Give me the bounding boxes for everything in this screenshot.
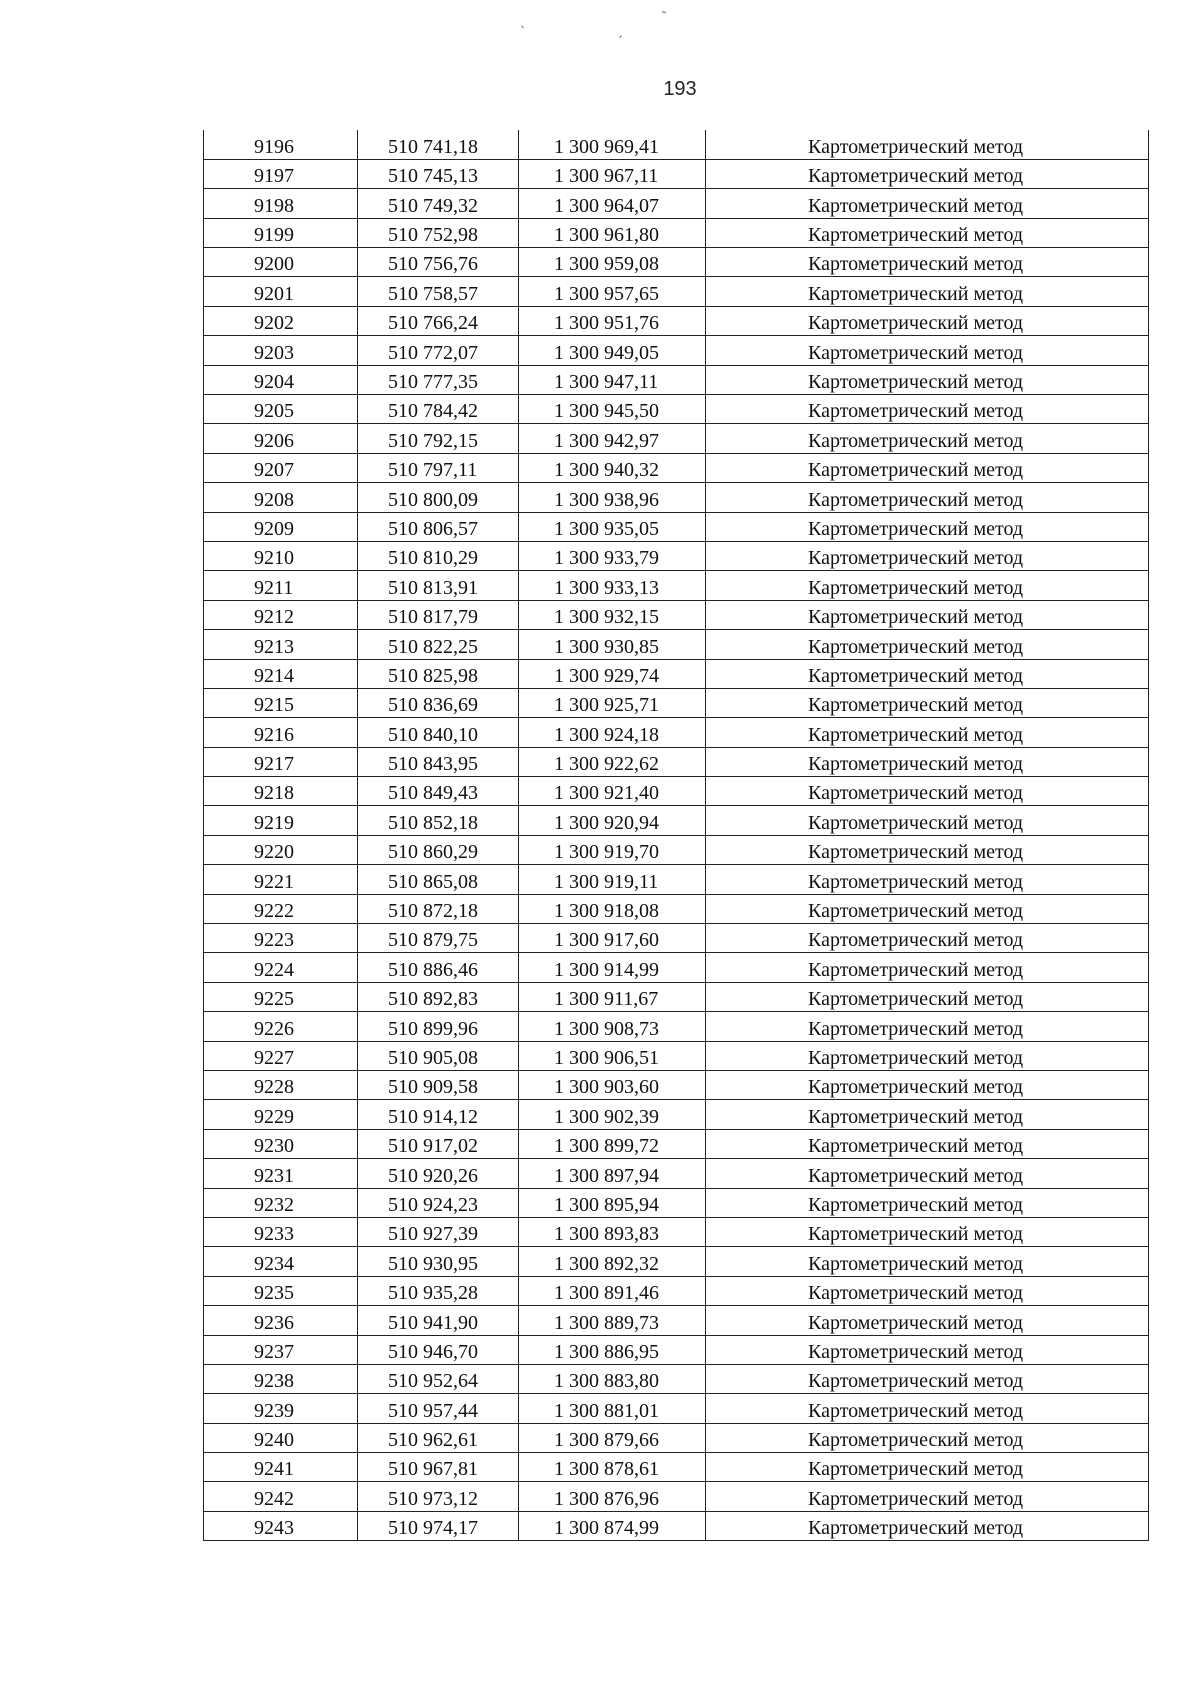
table-row	[204, 1071, 1149, 1100]
y-coordinate-cell: 1 300 892,32	[519, 1247, 706, 1276]
x-coordinate-cell: 510 825,98	[358, 659, 519, 688]
table-row	[204, 1306, 1149, 1335]
point-number-cell: 9215	[204, 688, 358, 717]
method-cell: Картометрический метод	[706, 835, 1149, 864]
point-number-cell: 9209	[204, 512, 358, 541]
x-coordinate-cell: 510 852,18	[358, 806, 519, 835]
table-row	[204, 1453, 1149, 1482]
x-coordinate-cell: 510 973,12	[358, 1482, 519, 1511]
y-coordinate-cell: 1 300 903,60	[519, 1071, 706, 1100]
table-row	[204, 630, 1149, 659]
y-coordinate-cell: 1 300 889,73	[519, 1306, 706, 1335]
x-coordinate-cell: 510 840,10	[358, 718, 519, 747]
y-coordinate-cell: 1 300 930,85	[519, 630, 706, 659]
table-row	[204, 453, 1149, 482]
point-number-cell: 9219	[204, 806, 358, 835]
point-number-cell: 9237	[204, 1335, 358, 1364]
point-number-cell: 9200	[204, 248, 358, 277]
point-number-cell: 9224	[204, 953, 358, 982]
x-coordinate-cell: 510 946,70	[358, 1335, 519, 1364]
y-coordinate-cell: 1 300 920,94	[519, 806, 706, 835]
y-coordinate-cell: 1 300 895,94	[519, 1188, 706, 1217]
table-row	[204, 277, 1149, 306]
table-row	[204, 865, 1149, 894]
x-coordinate-cell: 510 813,91	[358, 571, 519, 600]
x-coordinate-cell: 510 752,98	[358, 218, 519, 247]
table-row	[204, 1012, 1149, 1041]
table-row	[204, 924, 1149, 953]
method-cell: Картометрический метод	[706, 336, 1149, 365]
table-row	[204, 483, 1149, 512]
point-number-cell: 9216	[204, 718, 358, 747]
x-coordinate-cell: 510 872,18	[358, 894, 519, 923]
y-coordinate-cell: 1 300 964,07	[519, 189, 706, 218]
x-coordinate-cell: 510 777,35	[358, 365, 519, 394]
point-number-cell: 9213	[204, 630, 358, 659]
y-coordinate-cell: 1 300 918,08	[519, 894, 706, 923]
point-number-cell: 9243	[204, 1511, 358, 1540]
point-number-cell: 9212	[204, 600, 358, 629]
point-number-cell: 9206	[204, 424, 358, 453]
table-row	[204, 806, 1149, 835]
point-number-cell: 9205	[204, 395, 358, 424]
method-cell: Картометрический метод	[706, 483, 1149, 512]
table-row	[204, 541, 1149, 570]
table-row	[204, 1335, 1149, 1364]
table-row	[204, 835, 1149, 864]
x-coordinate-cell: 510 935,28	[358, 1276, 519, 1305]
y-coordinate-cell: 1 300 874,99	[519, 1511, 706, 1540]
x-coordinate-cell: 510 800,09	[358, 483, 519, 512]
method-cell: Картометрический метод	[706, 1012, 1149, 1041]
method-cell: Картометрический метод	[706, 277, 1149, 306]
x-coordinate-cell: 510 766,24	[358, 306, 519, 335]
method-cell: Картометрический метод	[706, 806, 1149, 835]
scan-speck: ˎ	[520, 14, 526, 28]
method-cell: Картометрический метод	[706, 1100, 1149, 1129]
x-coordinate-cell: 510 797,11	[358, 453, 519, 482]
method-cell: Картометрический метод	[706, 1129, 1149, 1158]
y-coordinate-cell: 1 300 876,96	[519, 1482, 706, 1511]
method-cell: Картометрический метод	[706, 600, 1149, 629]
x-coordinate-cell: 510 741,18	[358, 130, 519, 159]
y-coordinate-cell: 1 300 919,70	[519, 835, 706, 864]
y-coordinate-cell: 1 300 902,39	[519, 1100, 706, 1129]
y-coordinate-cell: 1 300 906,51	[519, 1041, 706, 1070]
table-row	[204, 953, 1149, 982]
table-row	[204, 1247, 1149, 1276]
x-coordinate-cell: 510 745,13	[358, 159, 519, 188]
table-body	[204, 130, 1149, 1541]
y-coordinate-cell: 1 300 961,80	[519, 218, 706, 247]
point-number-cell: 9238	[204, 1364, 358, 1393]
y-coordinate-cell: 1 300 922,62	[519, 747, 706, 776]
point-number-cell: 9226	[204, 1012, 358, 1041]
point-number-cell: 9208	[204, 483, 358, 512]
point-number-cell: 9201	[204, 277, 358, 306]
table-row	[204, 1041, 1149, 1070]
x-coordinate-cell: 510 836,69	[358, 688, 519, 717]
y-coordinate-cell: 1 300 908,73	[519, 1012, 706, 1041]
x-coordinate-cell: 510 905,08	[358, 1041, 519, 1070]
x-coordinate-cell: 510 756,76	[358, 248, 519, 277]
x-coordinate-cell: 510 924,23	[358, 1188, 519, 1217]
method-cell: Картометрический метод	[706, 953, 1149, 982]
y-coordinate-cell: 1 300 967,11	[519, 159, 706, 188]
y-coordinate-cell: 1 300 883,80	[519, 1364, 706, 1393]
table-row	[204, 336, 1149, 365]
x-coordinate-cell: 510 758,57	[358, 277, 519, 306]
scan-speck: ˜	[661, 10, 667, 24]
method-cell: Картометрический метод	[706, 571, 1149, 600]
point-number-cell: 9204	[204, 365, 358, 394]
method-cell: Картометрический метод	[706, 512, 1149, 541]
table-row	[204, 894, 1149, 923]
point-number-cell: 9202	[204, 306, 358, 335]
point-number-cell: 9228	[204, 1071, 358, 1100]
point-number-cell: 9235	[204, 1276, 358, 1305]
table-row	[204, 600, 1149, 629]
table-row	[204, 1482, 1149, 1511]
method-cell: Картометрический метод	[706, 1335, 1149, 1364]
point-number-cell: 9229	[204, 1100, 358, 1129]
method-cell: Картометрический метод	[706, 1482, 1149, 1511]
y-coordinate-cell: 1 300 959,08	[519, 248, 706, 277]
table-row	[204, 306, 1149, 335]
point-number-cell: 9239	[204, 1394, 358, 1423]
y-coordinate-cell: 1 300 929,74	[519, 659, 706, 688]
y-coordinate-cell: 1 300 897,94	[519, 1159, 706, 1188]
x-coordinate-cell: 510 784,42	[358, 395, 519, 424]
point-number-cell: 9217	[204, 747, 358, 776]
table-row	[204, 659, 1149, 688]
x-coordinate-cell: 510 974,17	[358, 1511, 519, 1540]
table-row	[204, 1276, 1149, 1305]
table-row	[204, 159, 1149, 188]
table-row	[204, 1423, 1149, 1452]
method-cell: Картометрический метод	[706, 630, 1149, 659]
method-cell: Картометрический метод	[706, 1276, 1149, 1305]
y-coordinate-cell: 1 300 933,13	[519, 571, 706, 600]
method-cell: Картометрический метод	[706, 688, 1149, 717]
table-row	[204, 1100, 1149, 1129]
x-coordinate-cell: 510 917,02	[358, 1129, 519, 1158]
table-row	[204, 365, 1149, 394]
table-row	[204, 512, 1149, 541]
point-number-cell: 9197	[204, 159, 358, 188]
table-row	[204, 248, 1149, 277]
method-cell: Картометрический метод	[706, 248, 1149, 277]
method-cell: Картометрический метод	[706, 1364, 1149, 1393]
point-number-cell: 9222	[204, 894, 358, 923]
method-cell: Картометрический метод	[706, 1159, 1149, 1188]
x-coordinate-cell: 510 967,81	[358, 1453, 519, 1482]
point-number-cell: 9232	[204, 1188, 358, 1217]
y-coordinate-cell: 1 300 940,32	[519, 453, 706, 482]
x-coordinate-cell: 510 899,96	[358, 1012, 519, 1041]
x-coordinate-cell: 510 822,25	[358, 630, 519, 659]
table-row	[204, 747, 1149, 776]
coordinates-table	[203, 130, 1149, 1541]
y-coordinate-cell: 1 300 935,05	[519, 512, 706, 541]
point-number-cell: 9210	[204, 541, 358, 570]
method-cell: Картометрический метод	[706, 1511, 1149, 1540]
y-coordinate-cell: 1 300 932,15	[519, 600, 706, 629]
table-row	[204, 218, 1149, 247]
method-cell: Картометрический метод	[706, 1453, 1149, 1482]
x-coordinate-cell: 510 941,90	[358, 1306, 519, 1335]
table-row	[204, 777, 1149, 806]
table-row	[204, 1188, 1149, 1217]
y-coordinate-cell: 1 300 947,11	[519, 365, 706, 394]
method-cell: Картометрический метод	[706, 777, 1149, 806]
x-coordinate-cell: 510 927,39	[358, 1217, 519, 1246]
point-number-cell: 9223	[204, 924, 358, 953]
table-row	[204, 1364, 1149, 1393]
method-cell: Картометрический метод	[706, 306, 1149, 335]
method-cell: Картометрический метод	[706, 424, 1149, 453]
y-coordinate-cell: 1 300 886,95	[519, 1335, 706, 1364]
y-coordinate-cell: 1 300 969,41	[519, 130, 706, 159]
point-number-cell: 9199	[204, 218, 358, 247]
x-coordinate-cell: 510 914,12	[358, 1100, 519, 1129]
y-coordinate-cell: 1 300 919,11	[519, 865, 706, 894]
table-row	[204, 1217, 1149, 1246]
point-number-cell: 9236	[204, 1306, 358, 1335]
x-coordinate-cell: 510 909,58	[358, 1071, 519, 1100]
y-coordinate-cell: 1 300 911,67	[519, 982, 706, 1011]
y-coordinate-cell: 1 300 914,99	[519, 953, 706, 982]
y-coordinate-cell: 1 300 933,79	[519, 541, 706, 570]
x-coordinate-cell: 510 843,95	[358, 747, 519, 776]
y-coordinate-cell: 1 300 879,66	[519, 1423, 706, 1452]
method-cell: Картометрический метод	[706, 747, 1149, 776]
table-row	[204, 395, 1149, 424]
y-coordinate-cell: 1 300 893,83	[519, 1217, 706, 1246]
method-cell: Картометрический метод	[706, 894, 1149, 923]
point-number-cell: 9231	[204, 1159, 358, 1188]
method-cell: Картометрический метод	[706, 865, 1149, 894]
method-cell: Картометрический метод	[706, 218, 1149, 247]
method-cell: Картометрический метод	[706, 1423, 1149, 1452]
method-cell: Картометрический метод	[706, 453, 1149, 482]
point-number-cell: 9240	[204, 1423, 358, 1452]
scan-speck: ˏ	[617, 24, 623, 38]
x-coordinate-cell: 510 957,44	[358, 1394, 519, 1423]
y-coordinate-cell: 1 300 949,05	[519, 336, 706, 365]
method-cell: Картометрический метод	[706, 1217, 1149, 1246]
method-cell: Картометрический метод	[706, 1306, 1149, 1335]
x-coordinate-cell: 510 892,83	[358, 982, 519, 1011]
table-row	[204, 571, 1149, 600]
table-row	[204, 424, 1149, 453]
x-coordinate-cell: 510 810,29	[358, 541, 519, 570]
point-number-cell: 9207	[204, 453, 358, 482]
method-cell: Картометрический метод	[706, 1394, 1149, 1423]
x-coordinate-cell: 510 865,08	[358, 865, 519, 894]
table-row	[204, 1511, 1149, 1540]
method-cell: Картометрический метод	[706, 982, 1149, 1011]
method-cell: Картометрический метод	[706, 1188, 1149, 1217]
point-number-cell: 9214	[204, 659, 358, 688]
table-row	[204, 1394, 1149, 1423]
x-coordinate-cell: 510 849,43	[358, 777, 519, 806]
point-number-cell: 9211	[204, 571, 358, 600]
x-coordinate-cell: 510 962,61	[358, 1423, 519, 1452]
x-coordinate-cell: 510 792,15	[358, 424, 519, 453]
y-coordinate-cell: 1 300 957,65	[519, 277, 706, 306]
x-coordinate-cell: 510 860,29	[358, 835, 519, 864]
y-coordinate-cell: 1 300 938,96	[519, 483, 706, 512]
table-row	[204, 189, 1149, 218]
x-coordinate-cell: 510 749,32	[358, 189, 519, 218]
point-number-cell: 9233	[204, 1217, 358, 1246]
x-coordinate-cell: 510 930,95	[358, 1247, 519, 1276]
point-number-cell: 9203	[204, 336, 358, 365]
x-coordinate-cell: 510 772,07	[358, 336, 519, 365]
x-coordinate-cell: 510 879,75	[358, 924, 519, 953]
page-number: 193	[663, 78, 697, 100]
point-number-cell: 9234	[204, 1247, 358, 1276]
point-number-cell: 9241	[204, 1453, 358, 1482]
x-coordinate-cell: 510 952,64	[358, 1364, 519, 1393]
y-coordinate-cell: 1 300 924,18	[519, 718, 706, 747]
method-cell: Картометрический метод	[706, 659, 1149, 688]
method-cell: Картометрический метод	[706, 718, 1149, 747]
x-coordinate-cell: 510 817,79	[358, 600, 519, 629]
point-number-cell: 9227	[204, 1041, 358, 1070]
y-coordinate-cell: 1 300 942,97	[519, 424, 706, 453]
method-cell: Картометрический метод	[706, 541, 1149, 570]
method-cell: Картометрический метод	[706, 1071, 1149, 1100]
y-coordinate-cell: 1 300 925,71	[519, 688, 706, 717]
method-cell: Картометрический метод	[706, 395, 1149, 424]
method-cell: Картометрический метод	[706, 924, 1149, 953]
table-row	[204, 688, 1149, 717]
point-number-cell: 9221	[204, 865, 358, 894]
point-number-cell: 9225	[204, 982, 358, 1011]
method-cell: Картометрический метод	[706, 1247, 1149, 1276]
point-number-cell: 9218	[204, 777, 358, 806]
x-coordinate-cell: 510 806,57	[358, 512, 519, 541]
point-number-cell: 9230	[204, 1129, 358, 1158]
y-coordinate-cell: 1 300 899,72	[519, 1129, 706, 1158]
table-row	[204, 982, 1149, 1011]
table-row	[204, 130, 1149, 159]
method-cell: Картометрический метод	[706, 1041, 1149, 1070]
x-coordinate-cell: 510 886,46	[358, 953, 519, 982]
table-row	[204, 718, 1149, 747]
method-cell: Картометрический метод	[706, 159, 1149, 188]
table-row	[204, 1159, 1149, 1188]
point-number-cell: 9220	[204, 835, 358, 864]
y-coordinate-cell: 1 300 951,76	[519, 306, 706, 335]
y-coordinate-cell: 1 300 878,61	[519, 1453, 706, 1482]
method-cell: Картометрический метод	[706, 189, 1149, 218]
y-coordinate-cell: 1 300 921,40	[519, 777, 706, 806]
y-coordinate-cell: 1 300 881,01	[519, 1394, 706, 1423]
y-coordinate-cell: 1 300 945,50	[519, 395, 706, 424]
x-coordinate-cell: 510 920,26	[358, 1159, 519, 1188]
method-cell: Картометрический метод	[706, 365, 1149, 394]
point-number-cell: 9198	[204, 189, 358, 218]
point-number-cell: 9196	[204, 130, 358, 159]
table-row	[204, 1129, 1149, 1158]
y-coordinate-cell: 1 300 891,46	[519, 1276, 706, 1305]
method-cell: Картометрический метод	[706, 130, 1149, 159]
point-number-cell: 9242	[204, 1482, 358, 1511]
y-coordinate-cell: 1 300 917,60	[519, 924, 706, 953]
